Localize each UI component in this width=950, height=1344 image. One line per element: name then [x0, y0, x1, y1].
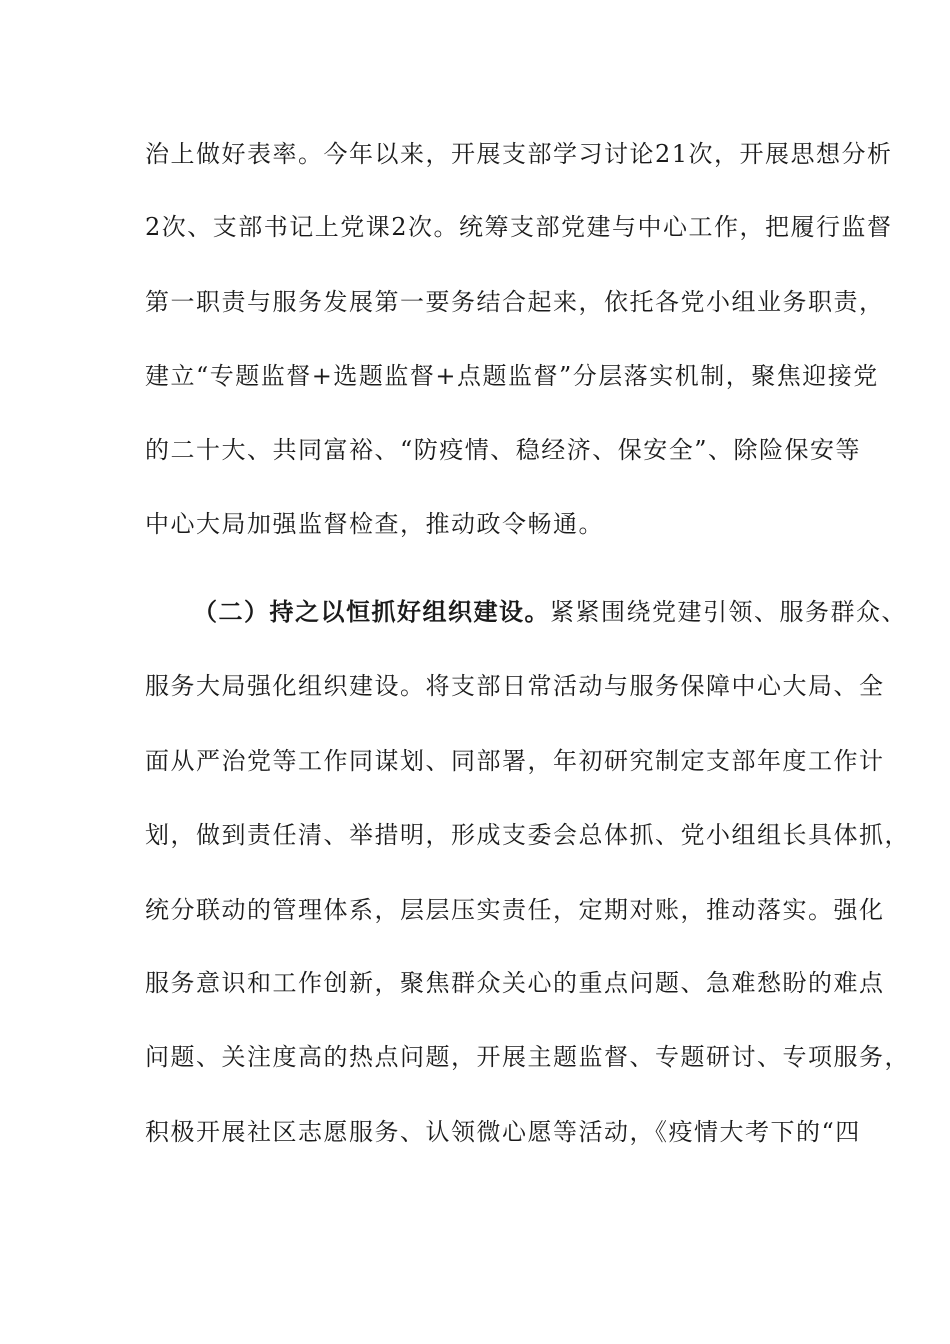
text-line: 中心大局加强监督检查，推动政令畅通。 [145, 510, 604, 538]
text-line: 第一职责与服务发展第一要务结合起来，依托各党小组业务职责， [145, 288, 885, 316]
text-run: 紧紧围绕党建引领、服务群众、 [550, 598, 907, 626]
section-heading: （二）持之以恒抓好组织建设。 [193, 597, 550, 626]
text-line: 统分联动的管理体系，层层压实责任，定期对账，推动落实。强化 [145, 896, 885, 924]
text-line: 2次、支部书记上党课2次。统筹支部党建与中心工作，把履行监督 [145, 213, 893, 241]
text-line: 建立“专题监督+选题监督+点题监督”分层落实机制，聚焦迎接党 [145, 362, 879, 390]
text-line: 服务意识和工作创新，聚焦群众关心的重点问题、急难愁盼的难点 [145, 969, 885, 997]
text-line: 问题、关注度高的热点问题，开展主题监督、专题研讨、专项服务， [145, 1043, 910, 1071]
text-line: 积极开展社区志愿服务、认领微心愿等活动，《疫情大考下的“四 [145, 1118, 861, 1146]
text-line: 服务大局强化组织建设。将支部日常活动与服务保障中心大局、全 [145, 672, 885, 700]
text-line: 治上做好表率。今年以来，开展支部学习讨论21次，开展思想分析 [145, 140, 893, 168]
text-line: 面从严治党等工作同谋划、同部署，年初研究制定支部年度工作计 [145, 747, 885, 775]
text-line: 划，做到责任清、举措明，形成支委会总体抓、党小组组长具体抓， [145, 821, 910, 849]
text-line: 的二十大、共同富裕、“防疫情、稳经济、保安全”、除险保安等 [145, 436, 862, 464]
paragraph-first-line [193, 597, 907, 627]
